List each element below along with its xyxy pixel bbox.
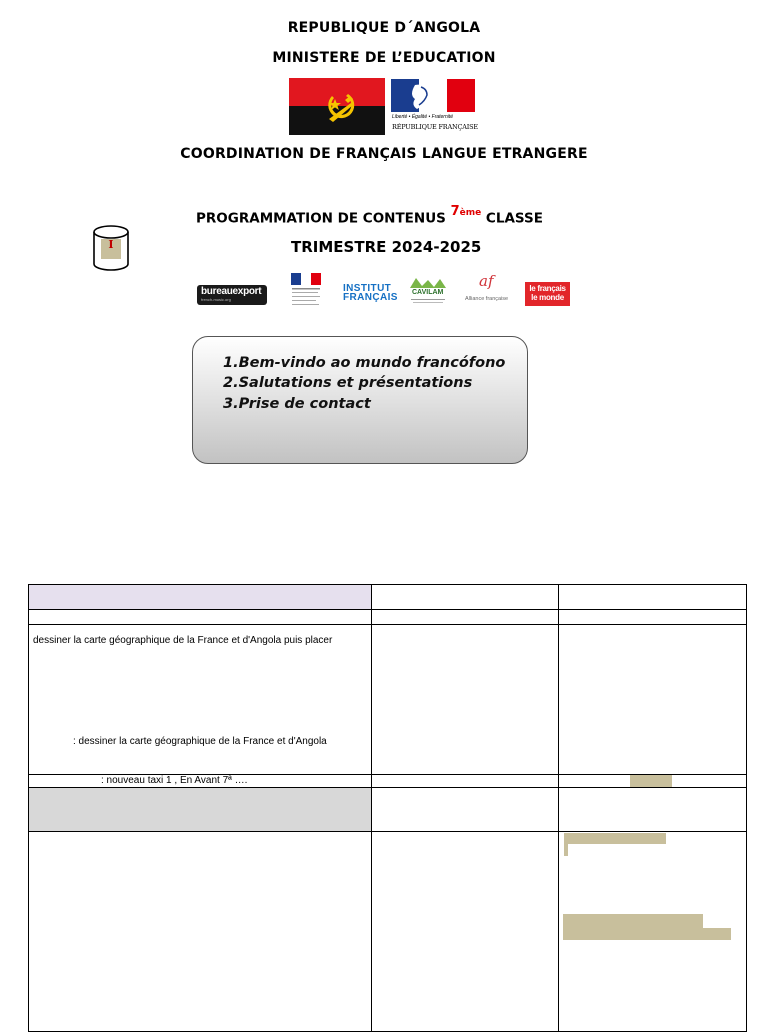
header-republic: REPUBLIQUE D´ANGOLA [287, 20, 481, 36]
table-cell [29, 775, 372, 788]
bureauexport-logo [197, 285, 267, 305]
resources-text: : nouveau taxi 1 , En Avant 7ª …. [101, 775, 248, 786]
grade-suffix: ème [459, 208, 482, 218]
table-cell [29, 610, 372, 625]
table-cell [372, 775, 559, 788]
table-cell [29, 832, 372, 1032]
table-row [29, 775, 747, 788]
activity-text-1: dessiner la carte géographique de la France et d'Angola puis placer [33, 635, 333, 646]
highlight-mark [563, 914, 703, 928]
highlight-mark [563, 928, 731, 940]
table-cell [559, 625, 747, 775]
table-cell [372, 625, 559, 775]
republique-francaise-text: RÉPUBLIQUE FRANÇAISE [392, 123, 478, 131]
institut-line2: FRANÇAIS [343, 292, 398, 303]
trimester-title: TRIMESTRE 2024-2025 [291, 238, 482, 256]
bureauexport-text: bureauexport [201, 286, 262, 297]
table-cell [372, 832, 559, 1032]
alliance-mark: af [479, 272, 494, 290]
le-francais-dans-le-monde-logo [525, 282, 570, 306]
alliance-francaise-logo [465, 272, 513, 308]
table-header-cell [29, 585, 372, 610]
table-cell [559, 775, 747, 788]
units-box [192, 336, 528, 464]
table-row [29, 832, 747, 1032]
table-cell [559, 585, 747, 610]
table-cell [559, 832, 747, 1032]
table-cell [372, 585, 559, 610]
cavilam-text: CAVILAM [412, 289, 444, 296]
table-cell [372, 788, 559, 832]
motto-text: Liberté • Égalité • Fraternité [392, 114, 454, 120]
lfelm-line2: le monde [531, 293, 564, 302]
programme-title [196, 206, 543, 227]
republique-francaise-logo [391, 79, 478, 134]
unit-2: 2.Salutations et présentations [223, 375, 473, 391]
unit-1: 1.Bem-vindo ao mundo francófono [223, 355, 506, 371]
partner-logos [195, 270, 575, 310]
table-grey-cell [29, 788, 372, 832]
angola-flag-icon [289, 78, 385, 135]
bureauexport-subtext: french-music.org [201, 297, 231, 302]
table-cell [559, 610, 747, 625]
activity-text-2: : dessiner la carte géographique de la France et d'Angola [73, 736, 327, 747]
alliance-name: Alliance française [465, 296, 509, 302]
table-cell [372, 610, 559, 625]
header-ministry: MINISTERE DE L’EDUCATION [272, 50, 496, 66]
ministry-logo-small [289, 272, 323, 308]
programme-title-prefix: PROGRAMMATION DE CONTENUS [196, 210, 451, 227]
table-cell [29, 625, 372, 775]
institut-line1: INSTITUT [343, 283, 392, 294]
cavilam-logo [408, 276, 448, 308]
table-row [29, 788, 747, 832]
table-cell [559, 788, 747, 832]
institut-francais-logo [343, 284, 398, 302]
trimester-badge-label: I [108, 238, 114, 251]
grade-number: 7 [450, 204, 460, 219]
contents-table [28, 584, 747, 1032]
table-row [29, 610, 747, 625]
table-row [29, 585, 747, 610]
programme-title-suffix: CLASSE [481, 210, 543, 227]
highlight-mark [564, 833, 666, 844]
highlight-mark [564, 844, 568, 856]
table-row [29, 625, 747, 775]
unit-3: 3.Prise de contact [223, 396, 371, 412]
highlight-mark [630, 775, 672, 787]
lfelm-line1: le français [529, 284, 566, 293]
header-coordination: COORDINATION DE FRANÇAIS LANGUE ETRANGERE [180, 146, 588, 162]
